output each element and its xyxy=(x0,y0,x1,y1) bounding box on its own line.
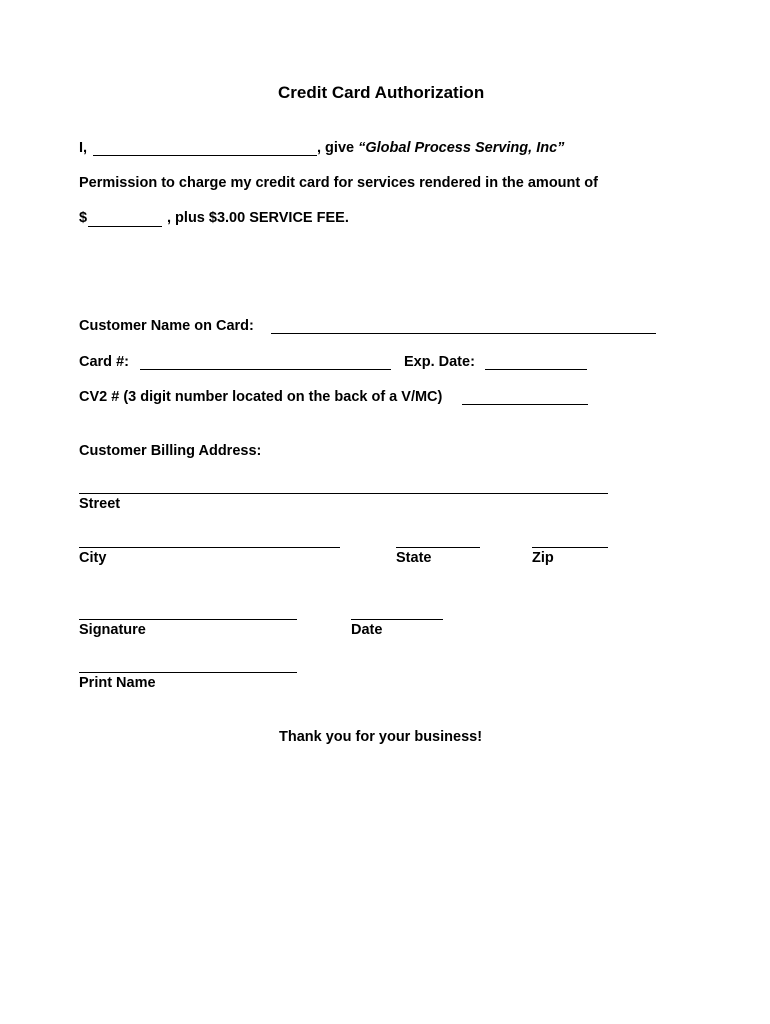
street-label: Street xyxy=(79,496,121,512)
card-number-label: Card #: xyxy=(79,354,129,370)
billing-address-label: Customer Billing Address: xyxy=(79,443,262,459)
authorizer-name-field[interactable] xyxy=(93,155,317,156)
print-name-label: Print Name xyxy=(79,675,156,691)
closing-text: Thank you for your business! xyxy=(279,729,483,745)
service-fee-text: , plus $3.00 SERVICE FEE. xyxy=(167,210,349,226)
line1-prefix: I, xyxy=(79,140,88,156)
form-title: Credit Card Authorization xyxy=(278,83,485,102)
state-field[interactable] xyxy=(396,547,480,548)
amount-prefix: $ xyxy=(79,210,88,226)
customer-name-label: Customer Name on Card: xyxy=(79,318,254,334)
customer-name-field[interactable] xyxy=(271,333,656,334)
card-number-field[interactable] xyxy=(140,369,391,370)
amount-field[interactable] xyxy=(88,226,162,227)
date-label: Date xyxy=(351,622,383,638)
cv2-label: CV2 # (3 digit number located on the back of a V/MC) xyxy=(79,389,443,405)
signature-label: Signature xyxy=(79,622,146,638)
exp-date-label: Exp. Date: xyxy=(404,354,475,370)
permission-text: Permission to charge my credit card for services rendered in the amount of xyxy=(79,175,598,191)
print-name-field[interactable] xyxy=(79,672,297,673)
cv2-field[interactable] xyxy=(462,404,588,405)
zip-field[interactable] xyxy=(532,547,608,548)
line1-give-text xyxy=(317,140,564,156)
zip-label: Zip xyxy=(532,550,554,566)
signature-field[interactable] xyxy=(79,619,297,620)
street-field[interactable] xyxy=(79,493,608,494)
company-name: “Global Process Serving, Inc” xyxy=(358,140,565,156)
give-text: , give xyxy=(317,140,359,156)
date-field[interactable] xyxy=(351,619,443,620)
state-label: State xyxy=(396,550,432,566)
city-label: City xyxy=(79,550,107,566)
city-field[interactable] xyxy=(79,547,340,548)
exp-date-field[interactable] xyxy=(485,369,587,370)
